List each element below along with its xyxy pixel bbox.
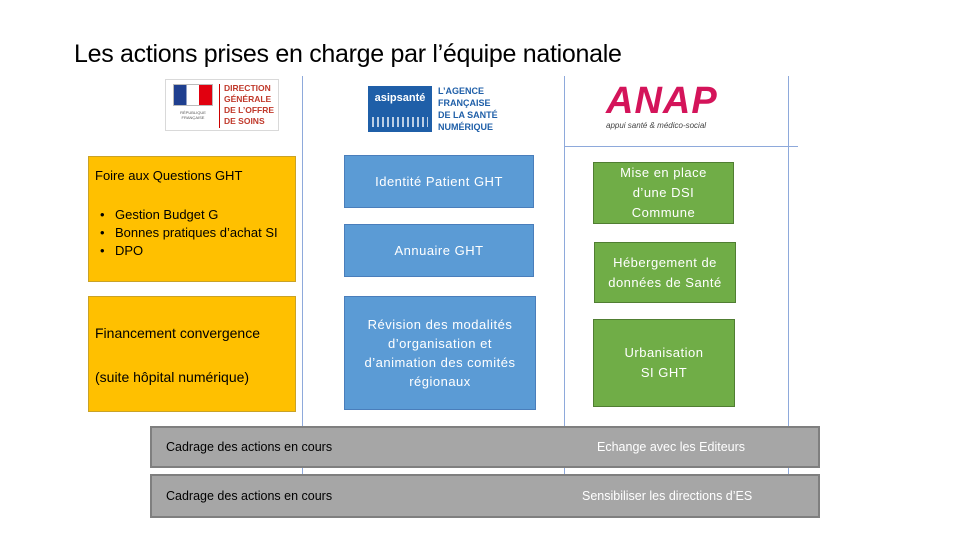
dgos-wordmark: DIRECTION GÉNÉRALE DE L’OFFRE DE SOINS — [224, 83, 275, 126]
bullet-item: • Bonnes pratiques d’achat SI — [115, 224, 289, 242]
hebergement-box: Hébergement de données de Santé — [594, 242, 736, 303]
bar-left-label: Cadrage des actions en cours — [166, 440, 333, 454]
anap-wordmark: ANAP — [606, 80, 718, 122]
dgos-logo — [165, 79, 279, 131]
bullet-item: • DPO — [115, 242, 289, 260]
cadrage-bar-1 — [150, 426, 820, 468]
anap-tagline: appui santé & médico-social — [606, 121, 707, 130]
asip-badge-waves — [372, 117, 428, 127]
revision-modalites-box: Révision des modalités d’organisation et d’animation des comités régionaux — [344, 296, 536, 410]
column-divider-2 — [564, 76, 565, 474]
faq-ght-box — [88, 156, 296, 282]
financement-line1: Financement convergence — [95, 325, 260, 341]
marianne-emblem — [173, 84, 213, 106]
page-title: Les actions prises en charge par l’équipe nationale — [74, 40, 622, 68]
urbanisation-box: Urbanisation SI GHT — [593, 319, 735, 407]
asip-badge: asipsanté — [368, 86, 432, 132]
annuaire-box: Annuaire GHT — [344, 224, 534, 277]
asip-logo — [366, 84, 506, 134]
anap-logo — [604, 80, 744, 134]
faq-ght-bullets — [95, 206, 289, 260]
column-divider-3 — [788, 76, 789, 474]
faq-ght-heading: Foire aux Questions GHT — [95, 168, 243, 183]
bullet-item: • Gestion Budget G — [115, 206, 289, 224]
cadrage-bar-2 — [150, 474, 820, 518]
bar-left-label: Cadrage des actions en cours — [166, 489, 333, 503]
financement-line2: (suite hôpital numérique) — [95, 369, 250, 385]
asip-wordmark: L’AGENCE FRANÇAISE DE LA SANTÉ NUMÉRIQUE — [438, 86, 498, 132]
bar-right-label: Echange avec les Editeurs — [597, 440, 746, 454]
dgos-separator — [219, 84, 220, 128]
bar-right-label: Sensibiliser les directions d’ES — [582, 489, 753, 503]
column-divider-1 — [302, 76, 303, 474]
header-divider — [564, 146, 798, 147]
financement-box — [88, 296, 296, 412]
identite-patient-box: Identité Patient GHT — [344, 155, 534, 208]
dgos-sub: RÉPUBLIQUE FRANÇAISE — [180, 110, 206, 120]
dsi-commune-box: Mise en place d’une DSI Commune — [593, 162, 734, 224]
